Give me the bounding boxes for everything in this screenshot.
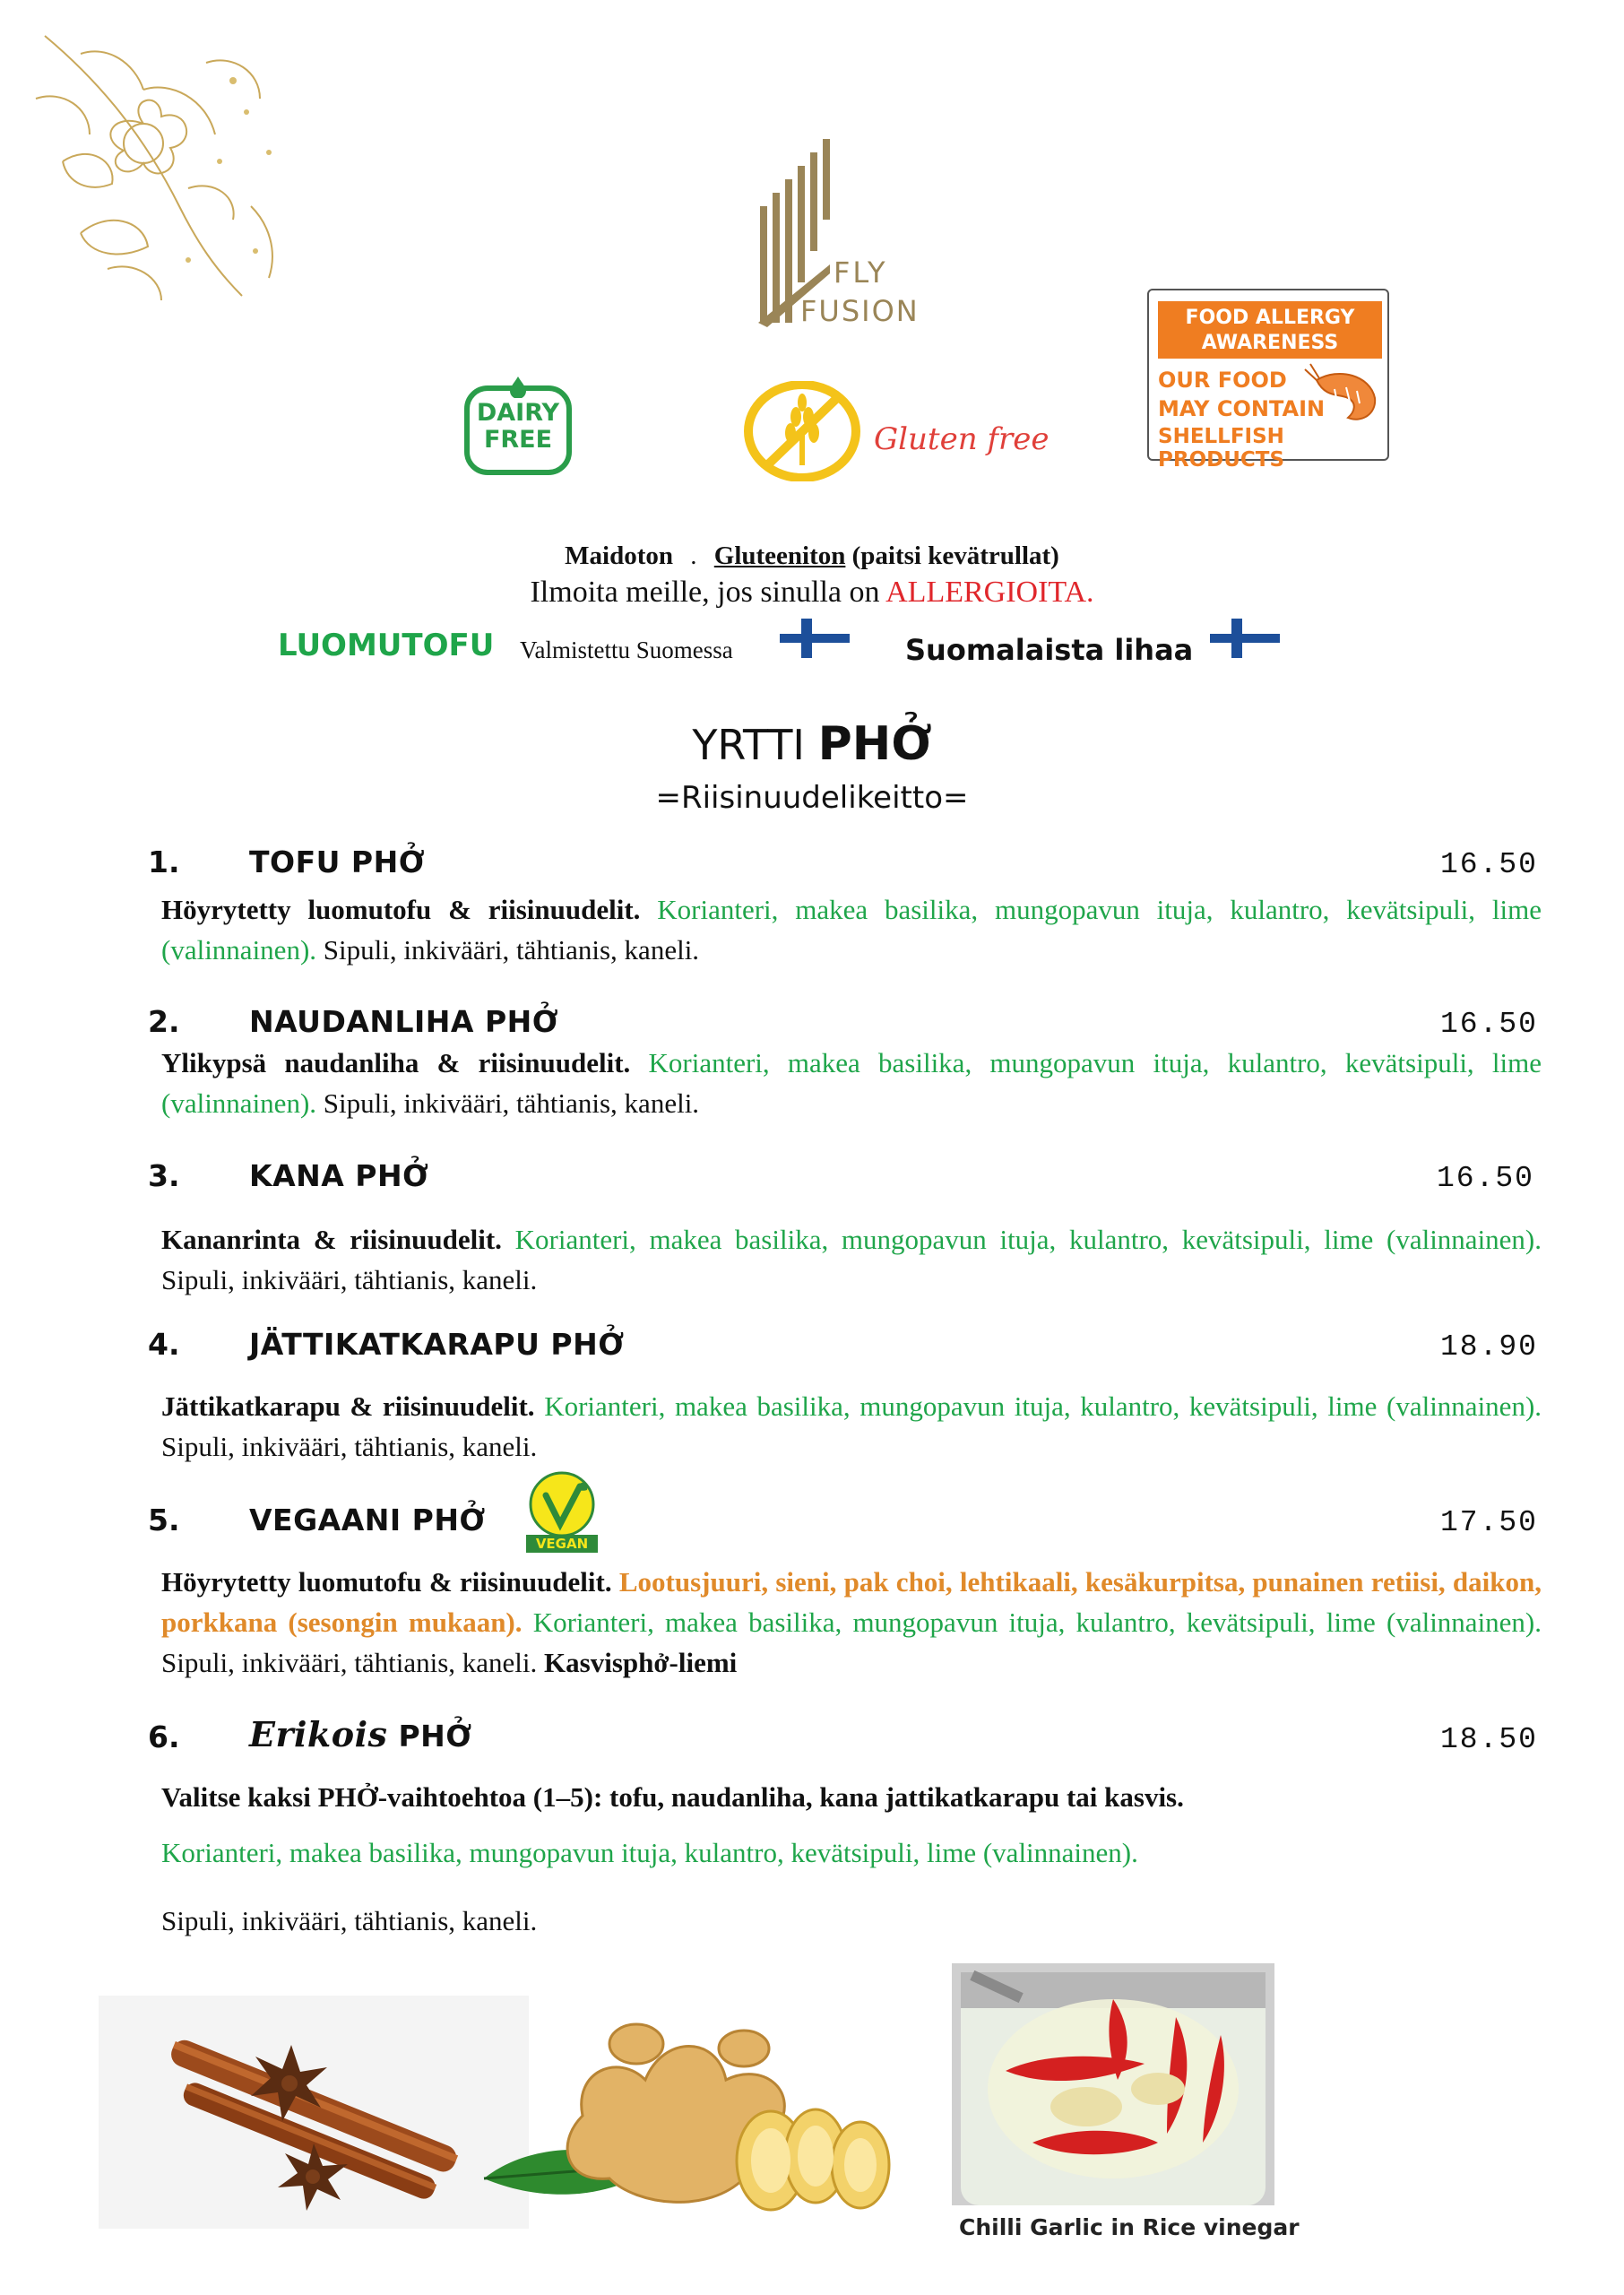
section-title-light: YRTTI <box>692 721 805 769</box>
item-name: TOFU PHỞ <box>249 844 426 879</box>
cinnamon-star-anise-photo <box>99 1996 529 2229</box>
dairy-free-text: Maidoton <box>565 541 674 570</box>
allergy-text-line2: MAY CONTAIN <box>1158 396 1326 421</box>
gluten-free-text: Gluteeniton <box>713 541 846 570</box>
brand-name-line1: FLY <box>834 255 888 290</box>
item-number: 6. <box>148 1719 180 1754</box>
item-description <box>161 1219 1542 1300</box>
item-name <box>249 1714 472 1754</box>
item-herbs: Korianteri, makea basilika, mungopavun ituja, kulantro, kevätsipuli, lime (valinnainen). <box>544 1390 1542 1422</box>
dairy-free-badge <box>464 385 572 475</box>
item-price: 16.50 <box>1436 1162 1534 1195</box>
section-title <box>0 717 1624 771</box>
vegan-leaf-icon <box>524 1470 600 1538</box>
dairy-free-line2: FREE <box>483 426 553 454</box>
section-subtitle: =Riisinuudelikeitto= <box>655 780 969 816</box>
item-herbs: Korianteri, makea basilika, mungopavun ituja, kulantro, kevätsipuli, lime (valinnainen). <box>514 1224 1542 1255</box>
item-description <box>161 889 1542 970</box>
finnish-meat-label: Suomalaista lihaa <box>905 633 1194 667</box>
item-description: Valitse kaksi PHỞ-vaihtoehtoa (1–5): tofu, naudanliha, kana jattikatkarapu tai kasvis. <box>161 1781 1184 1813</box>
gluten-free-label: Gluten free <box>874 421 1050 457</box>
dairy-free-line1: DAIRY <box>476 399 560 427</box>
item-description <box>161 1043 1542 1123</box>
ginger-photo <box>475 2008 923 2232</box>
item-spices: Sipuli, inkivääri, tähtianis, kaneli. <box>161 1431 538 1462</box>
item-base: Kananrinta & riisinuudelit. <box>161 1224 502 1255</box>
section-title-bold: PHỞ <box>817 717 932 771</box>
item-vegetables: Lootusjuuri, sieni, pak choi, lehtikaali, kesäkurpitsa, punainen retiisi, daikon, porkkana (sesongin mukaan). <box>161 1566 1542 1638</box>
item-base: Jättikatkarapu & riisinuudelit. <box>161 1390 535 1422</box>
vegan-badge <box>524 1470 600 1556</box>
item-number: 4. <box>148 1327 180 1362</box>
dairy-drop-icon <box>506 375 530 398</box>
item-herbs: Korianteri, makea basilika, mungopavun ituja, kulantro, kevätsipuli, lime (valinnainen). <box>161 1047 1542 1119</box>
vegan-label: VEGAN <box>526 1535 598 1553</box>
item-name: VEGAANI PHỞ <box>249 1503 486 1537</box>
item-herbs: Korianteri, makea basilika, mungopavun ituja, kulantro, kevätsipuli, lime (valinnainen). <box>532 1606 1542 1638</box>
allergy-prefix: Ilmoita meille, jos sinulla on <box>530 576 880 609</box>
gluten-note: (paitsi kevätrullat) <box>851 541 1059 570</box>
item-base: Ylikypsä naudanliha & riisinuudelit. <box>161 1047 631 1078</box>
allergy-title-box <box>1158 301 1382 359</box>
item-name: JÄTTIKATKARAPU PHỞ <box>249 1327 625 1362</box>
floral-decoration <box>27 27 305 314</box>
finland-flag-icon <box>1210 619 1280 658</box>
organic-tofu-label: LUOMUTOFU <box>278 628 495 663</box>
item-name-main: PHỞ <box>398 1719 472 1754</box>
allergy-text-line3: SHELLFISH PRODUCTS <box>1158 425 1285 472</box>
chilli-garlic-photo <box>952 1963 1274 2205</box>
item-description <box>161 1386 1542 1467</box>
item-spices: Sipuli, inkivääri, tähtianis, kaneli. <box>161 1647 538 1678</box>
item-price: 18.50 <box>1439 1723 1538 1756</box>
item-spices: Sipuli, inkivääri, tähtianis, kaneli. <box>323 1087 700 1119</box>
allergy-title-line2: AWARENESS <box>1201 332 1339 354</box>
item-spices: Sipuli, inkivääri, tähtianis, kaneli. <box>161 1905 538 1936</box>
item-name: KANA PHỞ <box>249 1158 429 1193</box>
item-price: 16.50 <box>1439 848 1538 881</box>
food-allergy-badge <box>1147 289 1389 472</box>
item-number: 3. <box>148 1158 180 1193</box>
chilli-caption: Chilli Garlic in Rice vinegar <box>959 2214 1300 2240</box>
item-number: 1. <box>148 844 180 879</box>
item-description <box>161 1562 1542 1683</box>
brand-name-line2: FUSION <box>800 294 920 328</box>
allergy-text-line1: OUR FOOD <box>1158 368 1287 393</box>
dietary-notice <box>0 541 1624 571</box>
item-number: 5. <box>148 1503 180 1537</box>
notice-separator: . <box>690 541 697 570</box>
item-price: 18.90 <box>1439 1330 1538 1364</box>
allergy-title-line1: FOOD ALLERGY <box>1185 307 1355 329</box>
item-price: 17.50 <box>1439 1506 1538 1539</box>
item-broth: Kasvisphở-liemi <box>544 1647 738 1678</box>
finland-flag-icon <box>780 619 850 658</box>
item-price: 16.50 <box>1439 1008 1538 1041</box>
item-herbs: Korianteri, makea basilika, mungopavun ituja, kulantro, kevätsipuli, lime (valinnainen). <box>161 894 1542 966</box>
allergy-word: ALLERGIOITA. <box>885 576 1094 609</box>
shrimp-icon <box>1303 362 1384 427</box>
item-name: NAUDANLIHA PHỞ <box>249 1004 559 1039</box>
item-herbs: Korianteri, makea basilika, mungopavun ituja, kulantro, kevätsipuli, lime (valinnainen). <box>161 1837 1138 1868</box>
item-number: 2. <box>148 1004 180 1039</box>
item-base: Höyrytetty luomutofu & riisinuudelit. <box>161 1566 612 1598</box>
made-in-finland-label: Valmistettu Suomessa <box>520 637 733 663</box>
item-spices: Sipuli, inkivääri, tähtianis, kaneli. <box>161 1264 538 1295</box>
item-spices: Sipuli, inkivääri, tähtianis, kaneli. <box>323 934 700 966</box>
allergy-notice <box>0 576 1624 610</box>
gluten-free-icon <box>744 381 860 481</box>
item-name-script: Erikois <box>249 1714 388 1754</box>
item-base: Höyrytetty luomutofu & riisinuudelit. <box>161 894 641 925</box>
